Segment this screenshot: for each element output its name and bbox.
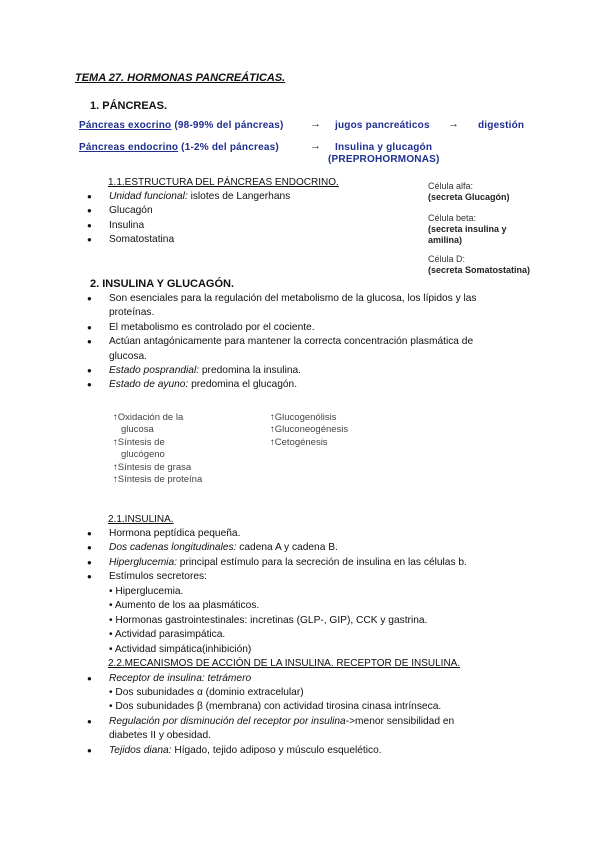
list-item: ● Regulación por disminución del receptor por insulina->menor sensibilidad en diabetes II y obesidad. [83,715,454,744]
exocrino-line [79,120,284,131]
list-item: ● Hiperglucemia: principal estímulo para la secreción de insulina en las células b. [83,556,467,570]
list-item: • Aumento de los aa plasmáticos. [109,600,260,612]
insulina-glucagon-list [83,292,477,393]
up-arrow-icon: ↑ [113,436,118,448]
list-item: ● Estímulos secretores: [83,570,467,584]
page-title: TEMA 27. HORMONAS PANCREÁTICAS. [75,72,286,84]
endocrino-note: (PREPROHORMONAS) [328,154,440,165]
list-item: ● Dos cadenas longitudinales: cadena A y cadena B. [83,541,467,555]
list-item: • Dos subunidades β (membrana) con actividad tirosina cinasa intrínseca. [109,701,442,713]
section-2-1-heading: 2.1.INSULINA. [108,514,174,525]
list-item: ● Hormona peptídica pequeña. [83,527,467,541]
list-item: ● Estado de ayuno: predomina el glucagón. [83,378,477,392]
list-item: ● Son esenciales para la regulación del metabolismo de la glucosa, los lípidos y las proteínas. [83,292,477,321]
endocrino-line [79,142,279,153]
structure-list [83,190,290,248]
up-arrow-icon: ↑ [113,474,118,486]
stimuli-list [99,585,427,657]
list-item: ● Receptor de insulina: tetrámero [83,672,251,686]
endocrino-detail: (1-2% del páncreas) [178,142,279,153]
arrow-icon: → [310,118,321,130]
up-arrow-icon: ↑ [270,424,275,436]
subunit-list [99,686,441,715]
exocrino-target: jugos pancreáticos [335,120,430,131]
cell-d: Célula D: (secreta Somatostatina) [428,254,531,275]
glucagon-effects: ↑Glucogenólisis ↑Gluconeogénesis ↑Cetogénesis [270,412,349,448]
exocrino-detail: (98-99% del páncreas) [171,120,284,131]
cell-alfa: Célula alfa: (secreta Glucagón) [428,181,510,202]
mechanism-list [83,715,454,758]
section-2-2-heading: 2.2.MECANISMOS DE ACCIÓN DE LA INSULINA. RECEPTOR DE INSULINA. [108,658,461,669]
up-arrow-icon: ↑ [270,436,275,448]
exocrino-label: Páncreas exocrino [79,120,172,131]
arrow-icon: → [448,118,459,130]
up-arrow-icon: ↑ [113,412,118,423]
list-item: ● El metabolismo es controlado por el cociente. [83,321,477,335]
list-item: ● Somatostatina [83,233,290,247]
list-item: ● Actúan antagónicamente para mantener la correcta concentración plasmática de glucosa. [83,335,477,364]
insulina-list [83,527,467,585]
section-1-1-heading: 1.1.ESTRUCTURA DEL PÁNCREAS ENDOCRINO. [108,177,339,188]
list-item: • Actividad simpática(inhibición) [109,643,252,655]
list-item: • Dos subunidades α (dominio extracelular) [109,687,304,698]
list-item: ● Unidad funcional: islotes de Langerhans [83,190,290,204]
exocrino-target2: digestión [478,120,525,131]
endocrino-label: Páncreas endocrino [79,142,179,153]
list-item: • Actividad parasimpática. [109,629,226,641]
list-item: ● Glucagón [83,204,290,218]
arrow-icon: → [310,140,321,152]
list-item: ● Tejidos diana: Hígado, tejido adiposo y músculo esquelético. [83,744,454,758]
list-item: ● Estado posprandial: predomina la insulina. [83,364,477,378]
endocrino-target: Insulina y glucagón [335,142,433,153]
receptor-list [83,672,251,686]
list-item: • Hiperglucemia. [109,586,184,597]
section-1-heading: 1. PÁNCREAS. [90,100,168,112]
insulin-effects: ↑Oxidación de la glucosa ↑Síntesis de glucógeno ↑Síntesis de grasa ↑Síntesis de proteína [113,412,203,486]
list-item: • Hormonas gastrointestinales: incretinas (GLP-, GIP), CCK y gastrina. [109,614,428,626]
cell-beta: Célula beta: (secreta insulina y amilina) [428,213,507,245]
list-item: ● Insulina [83,219,290,233]
section-2-heading: 2. INSULINA Y GLUCAGÓN. [90,278,235,290]
up-arrow-icon: ↑ [270,412,275,423]
up-arrow-icon: ↑ [113,461,118,473]
